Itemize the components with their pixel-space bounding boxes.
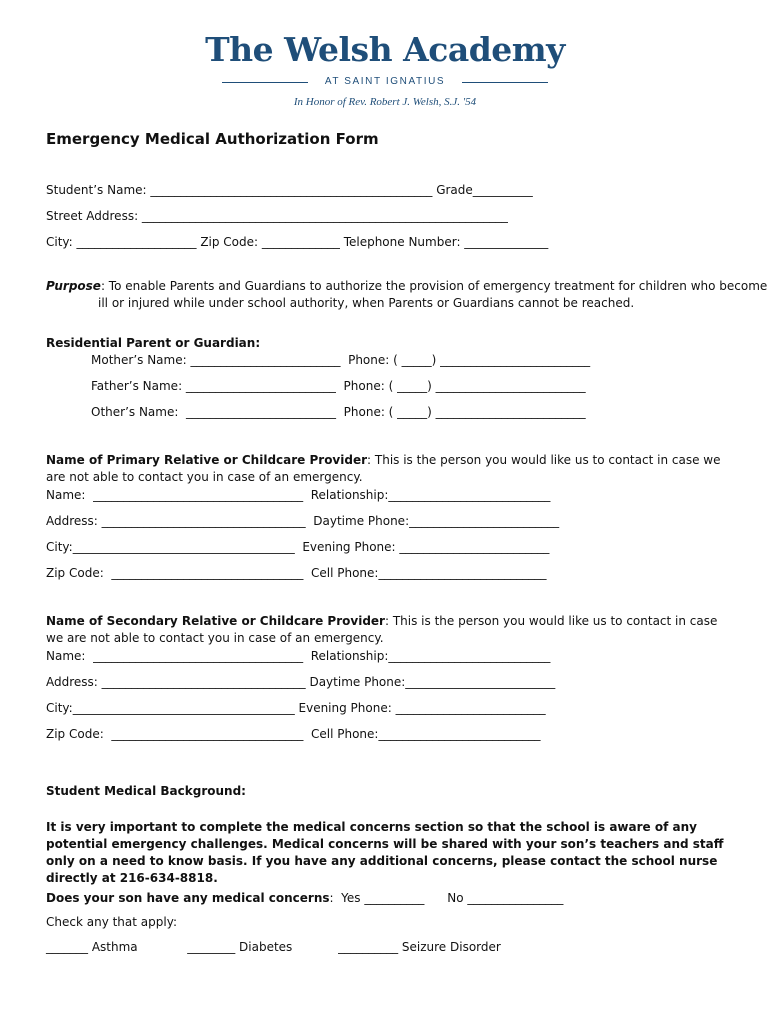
purpose-label: Purpose [46,279,101,293]
primary-relative-intro [46,452,726,486]
medical-concerns-options[interactable]: : Yes __________ No ________________ [329,891,564,905]
purpose-text: : To enable Parents and Guardians to authorize the provision of emergency treatment for children who become ill or injured while under school authority, when Parents or Guardians cannot be reached. [98,279,768,310]
other-contact-field[interactable]: Other’s Name: _________________________ Phone: ( _____) _________________________ [91,405,586,419]
secondary-relative-heading: Name of Secondary Relative or Childcare Provider [46,614,385,628]
secondary-zip-field[interactable]: Zip Code: ________________________________ Cell Phone:___________________________ [46,727,541,741]
guardian-heading: Residential Parent or Guardian: [46,336,261,350]
primary-name-field[interactable]: Name: ___________________________________ Relationship:___________________________ [46,488,551,502]
secondary-city-field[interactable]: City:_____________________________________ Evening Phone: _________________________ [46,701,546,715]
primary-address-field[interactable]: Address: __________________________________ Daytime Phone:_________________________ [46,514,560,528]
school-logo-subtitle: AT SAINT IGNATIUS [324,76,446,87]
city-zip-phone-field[interactable]: City: ____________________ Zip Code: _____________ Telephone Number: ______________ [46,235,549,249]
check-apply-label: Check any that apply: [46,915,177,929]
school-logo-title: The Welsh Academy [205,30,565,69]
secondary-relative-intro [46,613,726,647]
purpose-paragraph [46,278,770,312]
medical-background-heading: Student Medical Background: [46,784,246,798]
primary-relative-desc: : This is the person you would like us to contact in case we are not able to contact you in case of an emergency. [46,453,721,484]
medical-concerns-question[interactable] [46,890,563,907]
mother-contact-field[interactable]: Mother’s Name: _________________________ Phone: ( _____) _________________________ [91,353,591,367]
conditions-checklist[interactable]: _______ Asthma ________ Diabetes __________ Seizure Disorder [46,940,501,954]
student-name-field[interactable]: Student’s Name: _______________________________________________ Grade__________ [46,183,533,197]
form-title: Emergency Medical Authorization Form [46,130,379,148]
street-address-field[interactable]: Street Address: _____________________________________________________________ [46,209,508,223]
secondary-relative-desc: : This is the person you would like us to contact in case we are not able to contact you in case of an emergency. [46,614,718,645]
primary-relative-heading: Name of Primary Relative or Childcare Provider [46,453,368,467]
secondary-address-field[interactable]: Address: __________________________________ Daytime Phone:_________________________ [46,675,556,689]
primary-zip-field[interactable]: Zip Code: ________________________________ Cell Phone:____________________________ [46,566,547,580]
father-contact-field[interactable]: Father’s Name: _________________________ Phone: ( _____) _________________________ [91,379,586,393]
school-logo-honor: In Honor of Rev. Robert J. Welsh, S.J. '54 [293,96,477,108]
medical-importance-note: It is very important to complete the medical concerns section so that the school is aware of any potential emergency challenges. Medical concerns will be shared with your son’s teachers and staff only on a need to know basis. If you have any additional concerns, please contact the school nurse directly at 216-634-8818. [46,820,724,885]
secondary-name-field[interactable]: Name: ___________________________________ Relationship:___________________________ [46,649,551,663]
medical-concerns-label: Does your son have any medical concerns [46,891,330,905]
primary-city-field[interactable]: City:_____________________________________ Evening Phone: _________________________ [46,540,550,554]
